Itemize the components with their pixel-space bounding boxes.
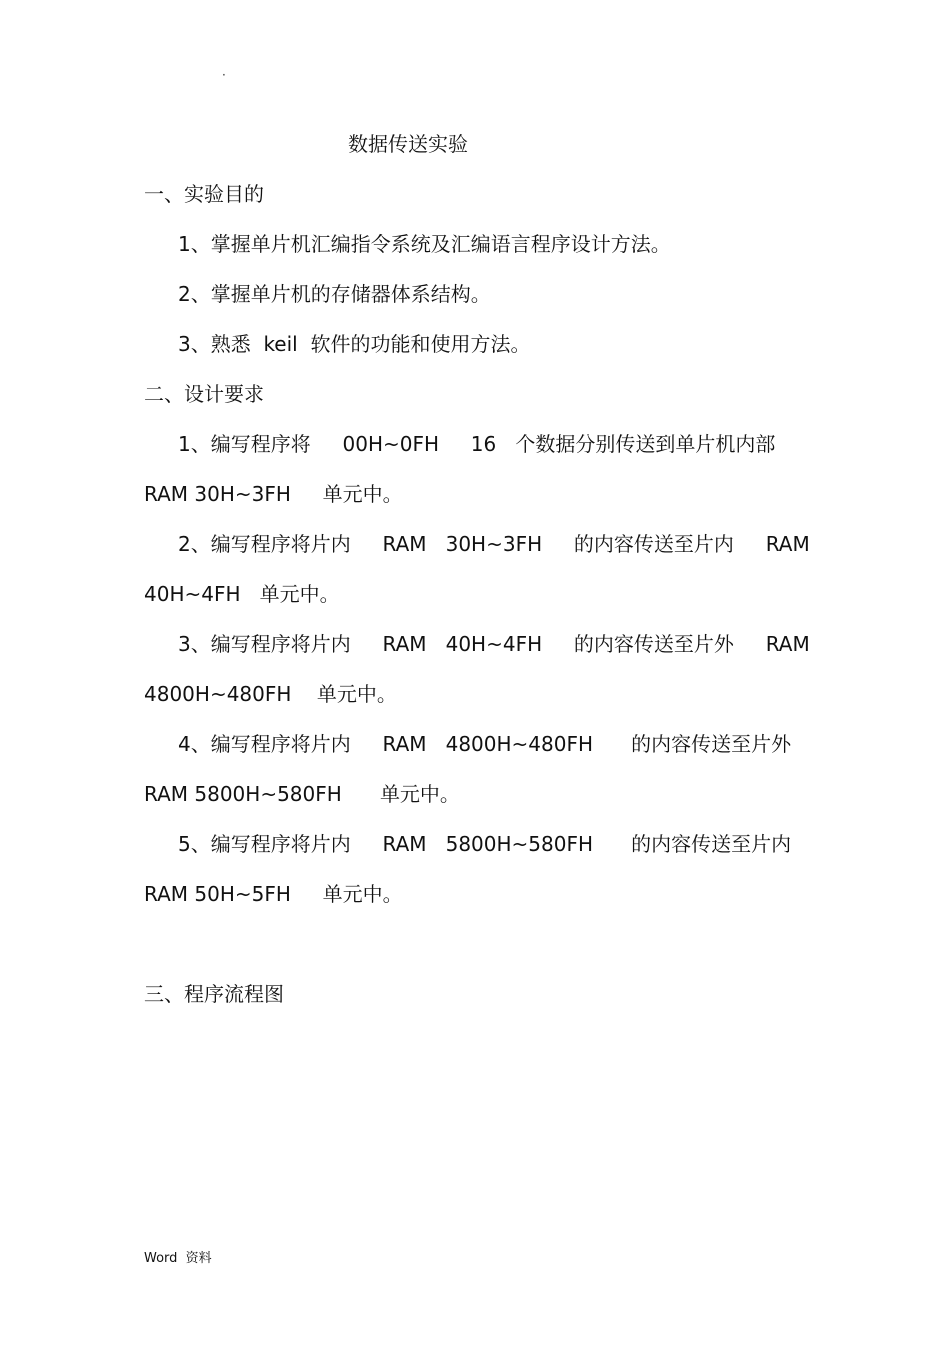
section1-heading: 一、实验目的 (144, 182, 264, 206)
page-footer: Word 资料 (144, 1251, 212, 1266)
section2-item-5-line1: 5、编写程序将片内 RAM 5800H~580FH 的内容传送至片内 (178, 832, 792, 856)
section2-item-1-line2: RAM 30H~3FH 单元中。 (144, 482, 403, 506)
section3-heading: 三、程序流程图 (144, 982, 284, 1006)
section2-item-4-line1: 4、编写程序将片内 RAM 4800H~480FH 的内容传送至片外 (178, 732, 792, 756)
section1-item-2: 2、掌握单片机的存储器体系结构。 (178, 282, 491, 306)
section2-item-2-line1: 2、编写程序将片内 RAM 30H~3FH 的内容传送至片内 RAM (178, 532, 810, 556)
section2-item-4-line2: RAM 5800H~580FH 单元中。 (144, 782, 460, 806)
section2-item-3-line1: 3、编写程序将片内 RAM 40H~4FH 的内容传送至片外 RAM (178, 632, 810, 656)
section2-item-1-line1: 1、编写程序将 00H~0FH 16 个数据分别传送到单片机内部 (178, 432, 776, 456)
page-dot-mark: · (222, 68, 226, 82)
page-title: 数据传送实验 (348, 132, 468, 156)
section2-item-3-line2: 4800H~480FH 单元中。 (144, 682, 397, 706)
section1-item-1: 1、掌握单片机汇编指令系统及汇编语言程序设计方法。 (178, 232, 671, 256)
section1-item-3: 3、熟悉 keil 软件的功能和使用方法。 (178, 332, 531, 356)
section2-heading: 二、设计要求 (144, 382, 264, 406)
section2-item-5-line2: RAM 50H~5FH 单元中。 (144, 882, 403, 906)
section2-item-2-line2: 40H~4FH 单元中。 (144, 582, 340, 606)
